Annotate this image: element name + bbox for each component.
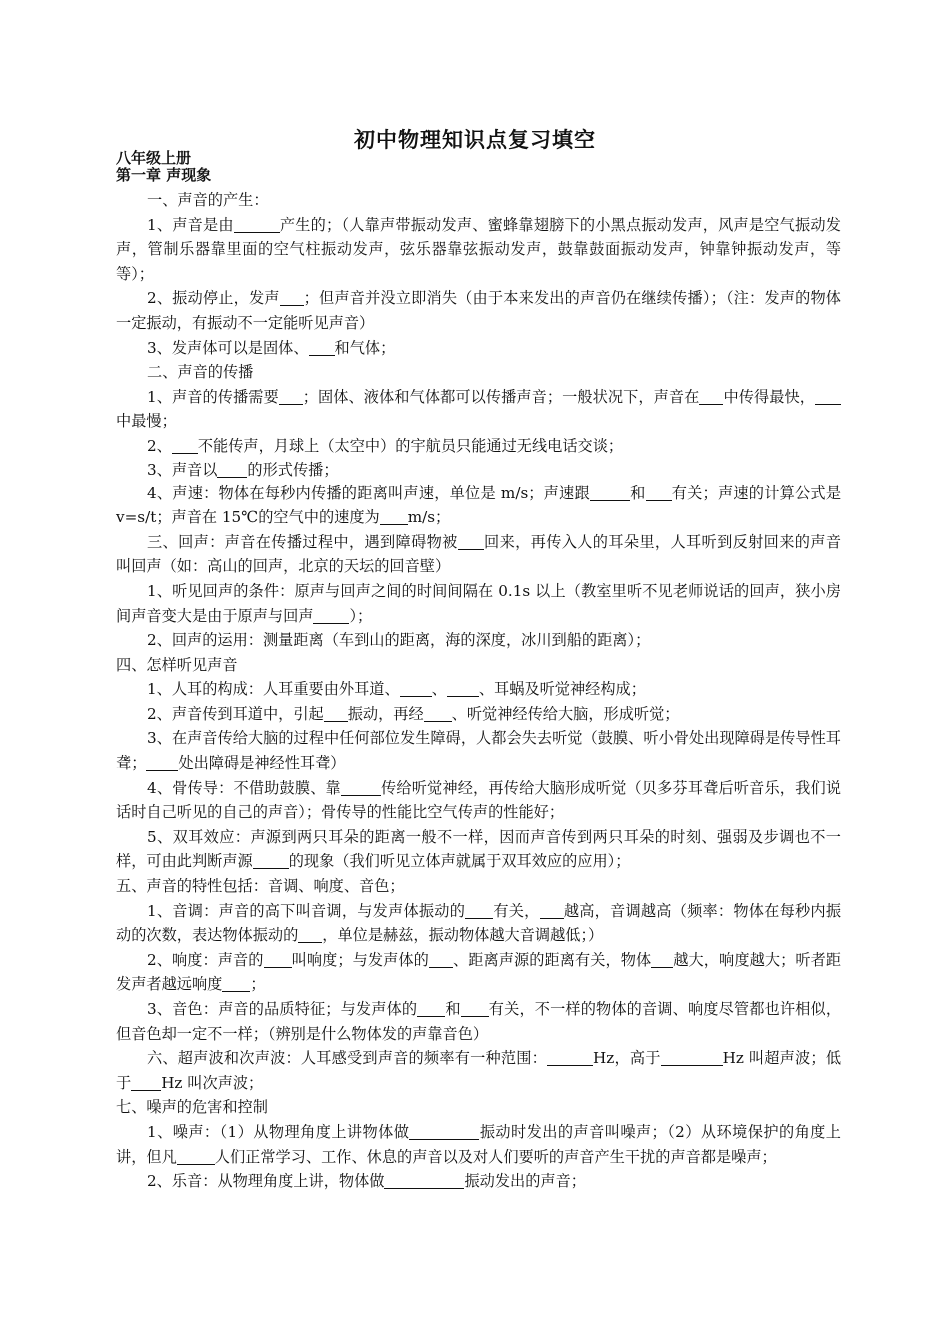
paragraph: 2、响度：声音的 叫响度；与发声体的 、距离声源的距离有关，物体 越大，响度越大；听者距发声者越远响度 ； [116, 950, 842, 994]
paragraph: 2、 不能传声，月球上（太空中）的宇航员只能通过无线电话交谈； [147, 436, 624, 455]
paragraph: 1、音调：声音的高下叫音调，与发声体振动的 有关， 越高，音调越高（频率：物体在每秒内振动的次数，表达物体振动的 ，单位是赫兹，振动物体越大音调越低；） [116, 901, 842, 945]
fill-blank[interactable] [815, 389, 841, 405]
fill-blank[interactable] [465, 903, 493, 919]
fill-blank[interactable] [540, 903, 564, 919]
fill-blank[interactable] [264, 952, 292, 968]
fill-blank[interactable] [458, 534, 484, 550]
document-body [116, 150, 841, 1194]
document-title: 初中物理知识点复习填空 [354, 127, 596, 152]
paragraph: 4、声速：物体在每秒内传播的距离叫声速，单位是 m/s；声速跟 和 有关；声速的计算公式是 v=s/t；声音在 15℃的空气中的速度为 m/s； [116, 483, 842, 527]
paragraph: 1、人耳的构成：人耳重要由外耳道、 、 、耳蜗及听觉神经构成； [147, 680, 646, 699]
section-heading: 五、声音的特性包括：音调、响度、音色； [116, 877, 405, 896]
fill-blank[interactable] [461, 1001, 489, 1017]
paragraph: 1、听见回声的条件：原声与回声之间的时间间隔在 0.1s 以上（教室里听不见老师说话的回声，狭小房间声音变大是由于原声与回声 ）； [116, 581, 841, 625]
fill-blank[interactable] [424, 706, 452, 722]
section-heading: 二、声音的传播 [147, 363, 254, 382]
fill-blank[interactable] [590, 485, 630, 501]
fill-blank[interactable] [313, 608, 349, 624]
fill-blank[interactable] [280, 290, 304, 306]
fill-blank[interactable] [384, 1173, 464, 1189]
fill-blank[interactable] [146, 755, 178, 771]
fill-blank[interactable] [222, 976, 250, 992]
paragraph: 5、双耳效应：声源到两只耳朵的距离一般不一样，因而声音传到两只耳朵的时刻、强弱及步调也不一样，可由此判断声源 的现象（我们听见立体声就属于双耳效应的应用）； [116, 827, 841, 871]
paragraph: 3、音色：声音的品质特征；与发声体的 和 有关，不一样的物体的音调、响度尽管都也许相似，但音色却一定不一样；（辨别是什么物体发的声靠音色） [116, 1000, 842, 1043]
fill-blank[interactable] [417, 1001, 445, 1017]
fill-blank[interactable] [177, 1149, 215, 1165]
fill-blank[interactable] [400, 681, 432, 697]
chapter-heading: 第一章 声现象 [116, 166, 212, 184]
fill-blank[interactable] [253, 853, 289, 869]
paragraph: 3、声音以 的形式传播； [147, 460, 339, 479]
fill-blank[interactable] [380, 509, 408, 525]
fill-blank[interactable] [646, 485, 672, 501]
paragraph: 2、振动停止，发声 ；但声音并没立即消失（由于本来发出的声音仍在继续传播）；（注：发声的物体一定振动，有振动不一定能听见声音） [116, 289, 841, 332]
fill-blank[interactable] [279, 389, 303, 405]
fill-blank[interactable] [447, 681, 479, 697]
fill-blank[interactable] [699, 389, 723, 405]
paragraph: 1、声音是由 产生的；（人靠声带振动发声、蜜蜂靠翅膀下的小黑点振动发声，风声是空气振动发声，管制乐器靠里面的空气柱振动发声，弦乐器靠弦振动发声，鼓靠鼓面振动发声，钟靠钟振动发声，等等）； [116, 215, 841, 283]
fill-blank[interactable] [661, 1050, 723, 1066]
fill-blank[interactable] [217, 462, 247, 478]
fill-blank[interactable] [429, 952, 453, 968]
paragraph: 2、乐音：从物理角度上讲，物体做 振动发出的声音； [147, 1172, 586, 1191]
paragraph: 2、回声的运用：测量距离（车到山的距离，海的深度，冰川到船的距离）； [147, 631, 651, 650]
fill-blank[interactable] [547, 1050, 593, 1066]
paragraph: 1、噪声：（1）从物理角度上讲物体做 振动时发出的声音叫噪声；（2）从环境保护的角度上讲，但凡 人们正常学习、工作、休息的声音以及对人们要听的声音产生干扰的声音都是噪声； [116, 1122, 841, 1166]
paragraph: 六、超声波和次声波：人耳感受到声音的频率有一种范围： Hz，高于 Hz 叫超声波；低于 Hz 叫次声波； [116, 1049, 842, 1092]
paragraph: 3、发声体可以是固体、 和气体； [147, 338, 396, 357]
section-heading: 四、怎样听见声音 [116, 655, 238, 674]
section-heading: 一、声音的产生： [147, 191, 269, 209]
paragraph: 4、骨传导：不借助鼓膜、靠 传给听觉神经，再传给大脑形成听觉（贝多芬耳聋后听音乐，我们说话时自己听见的自己的声音）；骨传导的性能比空气传声的性能好； [116, 778, 842, 822]
paragraph: 三、回声：声音在传播过程中，遇到障碍物被 回来，再传入人的耳朵里，人耳听到反射回来的声音叫回声（如：高山的回声，北京的天坛的回音壁） [116, 532, 842, 576]
fill-blank[interactable] [651, 952, 673, 968]
fill-blank[interactable] [234, 217, 280, 233]
fill-blank[interactable] [131, 1075, 161, 1091]
fill-blank[interactable] [324, 706, 348, 722]
fill-blank[interactable] [341, 780, 381, 796]
paragraph: 3、在声音传给大脑的过程中任何部位发生障碍，人都会失去听觉（鼓膜、听小骨处出现障碍是传导性耳聋； 处出障碍是神经性耳聋） [116, 729, 841, 773]
fill-blank[interactable] [172, 438, 198, 454]
section-heading: 七、噪声的危害和控制 [116, 1098, 268, 1117]
fill-blank[interactable] [409, 1124, 479, 1140]
paragraph: 1、声音的传播需要 ；固体、液体和气体都可以传播声音；一般状况下，声音在 中传得最快，中最慢； [116, 385, 841, 434]
fill-blank[interactable] [309, 340, 335, 356]
fill-blank[interactable] [298, 927, 322, 943]
grade-heading: 八年级上册 [116, 149, 192, 167]
paragraph: 2、声音传到耳道中，引起 振动，再经 、听觉神经传给大脑，形成听觉； [147, 704, 680, 723]
